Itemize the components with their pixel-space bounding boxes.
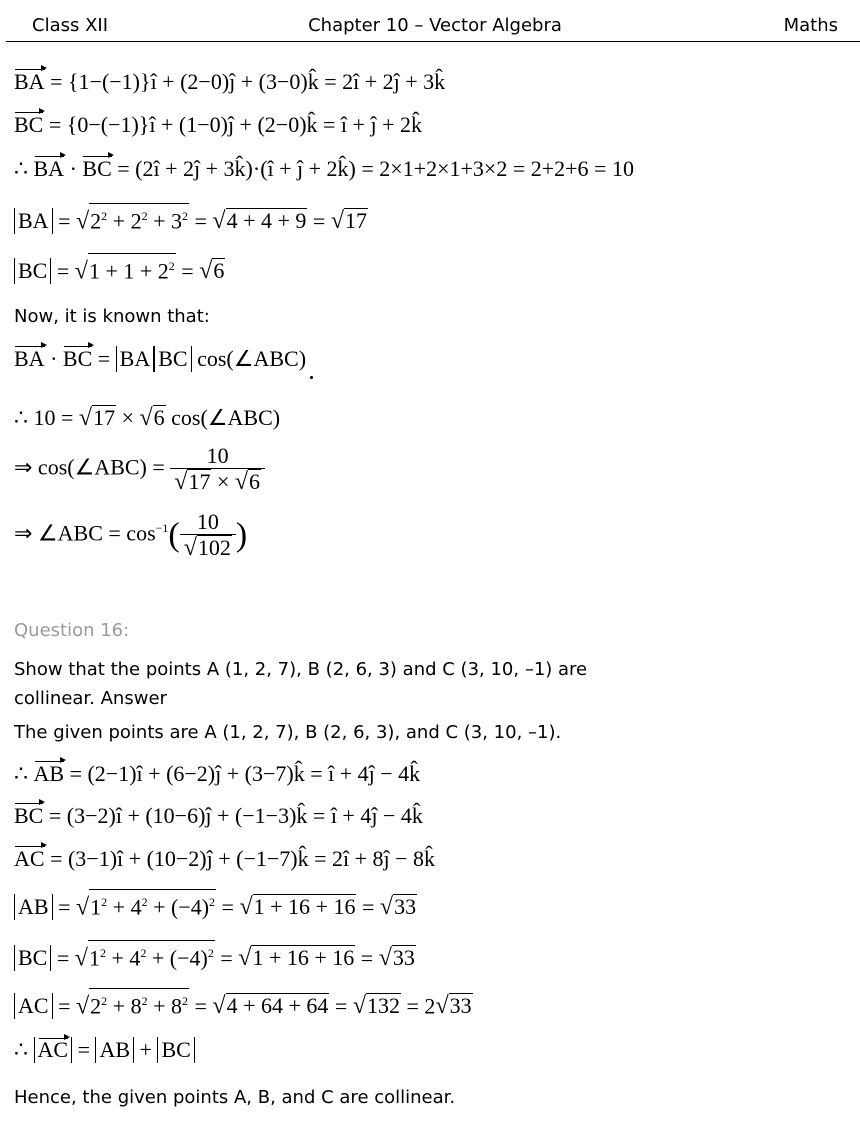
equation-ac-vector: AC = (3−1)î + (10−2)ĵ + (−1−7)k̂ = 2î + 8ĵ − 8k̂ <box>14 846 436 871</box>
equation-angle-abc: ⇒ ∠ABC = $\cos^{-1}$( $\frac{10}{√102}$ ) <box>14 509 248 561</box>
stray-dot <box>310 376 313 379</box>
ac-vector-expr: (3−1)î + (10−2)ĵ + (−1−7)k̂ = 2î + 8ĵ − 8k̂ <box>67 846 436 871</box>
equation-bc-vector-2: BC = (3−2)î + (10−6)ĵ + (−1−3)k̂ = î + 4ĵ − 4k̂ <box>14 803 423 828</box>
equation-dot-product: ∴ BA · BC = (2î + 2ĵ + 3k̂)·(î + ĵ + 2k̂) = 2×1+2×1+3×2 = 2+2+6 = 10 <box>14 156 634 181</box>
known-text: Now, it is known that: <box>14 306 210 327</box>
header-chapter: Chapter 10 – Vector Algebra <box>308 15 562 36</box>
equation-substitute: ∴ 10 = √17 × √6 cos(∠ABC) <box>14 405 281 431</box>
equation-ab-vector: ∴ AB = (2−1)î + (6−2)ĵ + (3−7)k̂ = î + 4ĵ − 4k̂ <box>14 761 421 786</box>
equation-ab-magnitude: AB = $√1^2 + 4^2 + (-4)^2 = √1 + 16 + 16 = √33$ <box>14 889 417 921</box>
equation-ba-magnitude: BA = $√2^2 + 2^2 + 3^2 = √4 + 4 + 9 = √17$ <box>14 203 368 235</box>
header-subject: Maths <box>783 15 838 36</box>
dot-product-expr: (2î + 2ĵ + 3k̂)·(î + ĵ + 2k̂) = 2×1+2×1+3×2 = 2+2+6 = 10 <box>135 156 634 181</box>
bc-vector-expr-2: (3−2)î + (10−6)ĵ + (−1−3)k̂ = î + 4ĵ − 4k̂ <box>66 803 423 828</box>
ba-vector-expr: {1−(−1)}î + (2−0)ĵ + (3−0)k̂ = 2î + 2ĵ + 3k̂ <box>67 69 446 94</box>
equation-bc-magnitude: BC = $√1 + 1 + 2^2 = √6$ <box>14 253 225 285</box>
header-class: Class XII <box>32 15 109 36</box>
header-divider <box>6 41 860 42</box>
question-text-line1: Show that the points A (1, 2, 7), B (2, 6, 3) and C (3, 10, –1) are <box>14 659 588 680</box>
given-points-text: The given points are A (1, 2, 7), B (2, 6, 3), and C (3, 10, –1). <box>14 722 562 743</box>
equation-ba-vector: BA = {1−(−1)}î + (2−0)ĵ + (3−0)k̂ = 2î + 2ĵ + 3k̂ <box>14 69 446 94</box>
equation-ac-magnitude: AC = $√2^2 + 8^2 + 8^2 = √4 + 64 + 64 = √132 = 2√33$ <box>14 988 473 1020</box>
bc-vector-expr: {0−(−1)}î + (1−0)ĵ + (2−0)k̂ = î + ĵ + 2k̂ <box>66 112 422 137</box>
equation-cosine-rule: BA · BC = BA BC cos(∠ABC) <box>14 346 307 371</box>
question-label: Question 16: <box>14 620 130 641</box>
equation-cos-abc: ⇒ cos(∠ABC) = $\frac{10}{√17 \times √6}$ <box>14 444 265 495</box>
equation-collinear-sum: ∴ AC = AB + BC <box>14 1036 195 1064</box>
question-text-line2: collinear. Answer <box>14 688 167 709</box>
ab-vector-expr: (2−1)î + (6−2)ĵ + (3−7)k̂ = î + 4ĵ − 4k̂ <box>87 761 421 786</box>
equation-bc-magnitude-2: BC = $√1^2 + 4^2 + (-4)^2 = √1 + 16 + 16 = √33$ <box>14 940 416 972</box>
conclusion-text: Hence, the given points A, B, and C are collinear. <box>14 1087 456 1108</box>
equation-bc-vector: BC = {0−(−1)}î + (1−0)ĵ + (2−0)k̂ = î + ĵ + 2k̂ <box>14 112 422 137</box>
